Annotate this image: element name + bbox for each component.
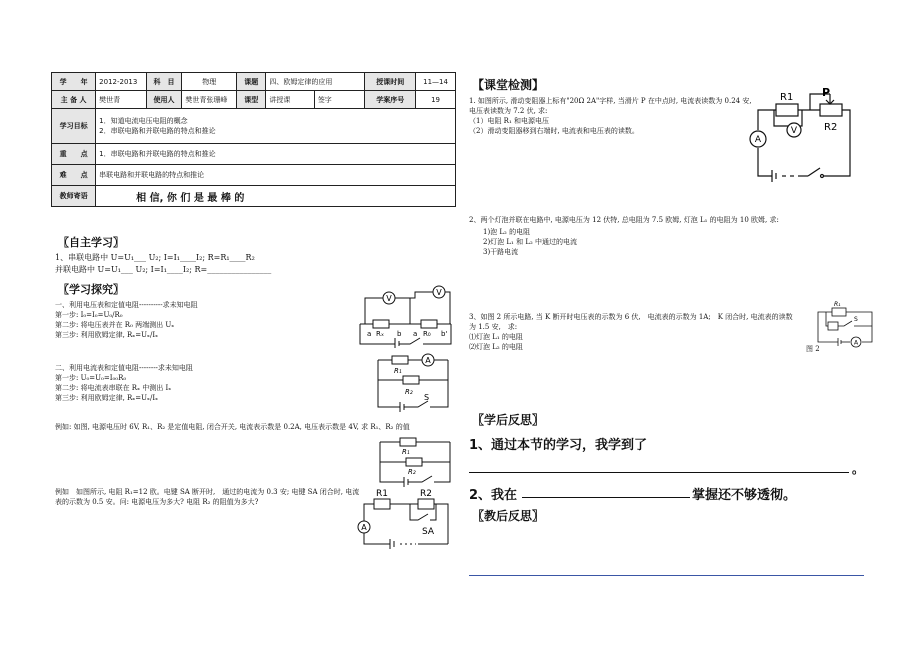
question-1-text: 1. 如图所示, 滑动变阻器上标有"20Ω 2A"字样, 当滑片 P 在中点时, 电流表读数为 0.24 安, 电压表读数为 7.2 伏, 求:: [469, 97, 752, 115]
node-a: a: [367, 330, 372, 338]
voltmeter-icon: [787, 123, 801, 137]
question-2-c: 3)干路电流: [483, 248, 519, 256]
date-value: 11—14: [416, 73, 456, 91]
msg-value: 相 信, 你 们 是 最 棒 的: [96, 186, 456, 207]
label-sa: SA: [422, 527, 435, 537]
svg-text:V: V: [386, 294, 392, 303]
subject-label: 科 目: [146, 73, 182, 91]
ammeter-icon: [422, 354, 434, 366]
svg-text:A: A: [853, 339, 859, 347]
author-label: 主 备 人: [52, 91, 96, 109]
label-r0: R₀: [423, 330, 431, 338]
question-3-text: 3、如图 2 所示电路, 当 K 断开时电压表的示数为 6 伏, 电流表的示数为 1A; K 闭合时, 电流表的读数为 1.5 安, 求:: [469, 313, 793, 331]
voltmeter-2-icon: [433, 286, 445, 298]
method-2-title: 二、利用电流表和定值电阻--------求未知电阻: [55, 364, 193, 372]
question-3: [469, 312, 799, 352]
circuit-example-2: [360, 489, 452, 550]
user-value: 樊世青张珊峰: [182, 91, 237, 109]
topic-label: 课题: [237, 73, 266, 91]
label-r1: R₁: [394, 367, 402, 375]
method-1: [55, 300, 355, 340]
label-r1: R1: [376, 489, 388, 499]
circuit-ammeter-method: [378, 352, 450, 412]
key-value: 1．串联电路和并联电路的特点和推论: [96, 144, 456, 165]
label-p: P: [822, 86, 831, 99]
label-r2: R₂: [405, 388, 413, 396]
goal-1: 1．知道电流电压电阻的概念: [99, 117, 188, 125]
goal-2: 2．串联电路和并联电路的特点和推论: [99, 127, 216, 135]
method-2-step-1: 第一步: U₀=U₀=I₀₀R₀: [55, 374, 127, 382]
circuit-voltmeter-method: [355, 288, 455, 350]
label-r1: R1: [780, 92, 794, 103]
hard-label: 难 点: [52, 165, 96, 186]
sign-label: 签字: [314, 91, 365, 109]
reflect-line-1: 1、通过本节的学习，我学到了: [469, 438, 648, 453]
reflect-answer-line-1[interactable]: [469, 472, 849, 473]
question-3-b: ⑵灯泡 L₂ 的电阻: [469, 343, 523, 351]
method-2-step-3: 第三步: 利用欧姆定律, Rₓ=Uₓ/Iₓ: [55, 394, 159, 402]
label-r1: R₁: [834, 301, 841, 308]
reflect-period: 。: [852, 462, 865, 476]
key-label: 重 点: [52, 144, 96, 165]
msg-label: 教师寄语: [52, 186, 96, 207]
reflect-line-2-end: 掌握还不够透彻。: [692, 488, 797, 503]
svg-text:V: V: [790, 126, 798, 136]
year-label: 学 年: [52, 73, 96, 91]
teacher-reflect-heading: 〖教后反思〗: [472, 509, 545, 523]
reflect-line-2-start: 2、我在: [469, 488, 518, 503]
bottom-divider: [469, 575, 864, 576]
question-3-a: ⑴灯泡 L₁ 的电阻: [469, 333, 523, 341]
method-1-title: 一、利用电压表和定值电阻----------求未知电阻: [55, 301, 198, 309]
question-2-a: 1)泡 L₂ 的电阻: [483, 228, 531, 236]
reflect-heading: 〖学后反思〗: [472, 413, 545, 427]
circuit-rheostat: [748, 86, 854, 182]
question-2-b: 2)灯泡 L₁ 和 L₂ 中通过的电流: [483, 238, 577, 246]
reflect-answer-line-2[interactable]: [522, 497, 690, 498]
label-r2: R2: [824, 122, 838, 133]
hard-value: 串联电路和并联电路的特点和推论: [96, 165, 456, 186]
voltmeter-1-icon: [383, 292, 395, 304]
user-label: 使用人: [146, 91, 182, 109]
label-r2: R2: [420, 489, 432, 499]
method-1-step-1: 第一步: I₀=I₀=U₀/R₀: [55, 311, 123, 319]
question-1-b: （2）滑动变阻器移到右端时, 电流表和电压表的读数。: [469, 127, 639, 135]
type-value: 讲授课: [266, 91, 314, 109]
method-1-step-2: 第二步: 将电压表并在 R₀ 两端测出 Uₓ: [55, 321, 175, 329]
circuit-example-1: [380, 438, 452, 488]
ammeter-icon: [358, 521, 370, 533]
svg-text:V: V: [436, 288, 442, 297]
figure-2-caption: 图 2: [806, 345, 820, 353]
year-value: 2012-2013: [96, 73, 147, 91]
label-r1: R₁: [402, 448, 410, 456]
self-study-heading: 〖自主学习〗: [58, 236, 124, 249]
node-a-2: a: [413, 330, 418, 338]
self-study-line-1: 1、串联电路中 U=U₁___ U₂; I=I₁____I₂; R=R₁____R₂: [55, 253, 255, 262]
author-value: 樊世青: [96, 91, 147, 109]
method-2: [55, 363, 355, 403]
label-r2: R₂: [408, 468, 416, 476]
svg-text:A: A: [754, 135, 762, 145]
node-b: b: [397, 330, 402, 338]
lesson-info-table: [51, 72, 456, 207]
method-1-step-3: 第三步: 利用欧姆定律, Rₓ=Uₓ/Iₓ: [55, 331, 159, 339]
svg-text:A: A: [361, 523, 367, 532]
goal-label: 学习目标: [52, 109, 96, 144]
serial-label: 学案序号: [365, 91, 416, 109]
circuit-figure-2: [808, 302, 874, 350]
label-s: S: [424, 393, 430, 402]
question-2-text: 2、两个灯泡并联在电路中, 电源电压为 12 伏特, 总电阻为 7.5 欧姆, 灯泡 L₁ 的电阻为 10 欧姆, 求:: [469, 216, 779, 224]
question-1-a: （1）电阻 R₁ 和电源电压: [469, 117, 549, 125]
ammeter-icon: [750, 131, 766, 147]
label-s: S: [854, 316, 858, 323]
example-1: 例如: 如图, 电源电压时 6V, R₁、R₂ 是定值电阻, 闭合开关, 电流表示数是 0.2A, 电压表示数是 4V, 求 R₁、R₂ 的值: [55, 423, 410, 431]
subject-value: 物理: [182, 73, 237, 91]
explore-heading: 〖学习探究〗: [58, 283, 124, 296]
example-2: 例如 如图所示, 电阻 R₁=12 欧。电键 SA 断开时, 通过的电流为 0.3 安; 电键 SA 闭合时, 电流表的示数为 0.5 安。问: 电源电压为多大? 电阻 R₂ 的阻值为多大?: [55, 488, 360, 506]
method-2-step-2: 第二步: 将电流表串联在 Rₓ 中测出 Iₓ: [55, 384, 172, 392]
question-2: [469, 215, 864, 257]
ammeter-icon: [851, 337, 861, 347]
date-label: 授课时间: [365, 73, 416, 91]
type-label: 课型: [237, 91, 266, 109]
question-1: [469, 96, 754, 136]
goal-cell: [96, 109, 456, 144]
node-b-prime: b': [441, 330, 448, 338]
self-study-line-2: 并联电路中 U=U₁___ U₂; I=I₁____I₂; R=________________: [55, 265, 272, 274]
svg-text:A: A: [425, 356, 431, 365]
serial-value: 19: [416, 91, 456, 109]
classroom-heading: 【课堂检测】: [472, 78, 545, 92]
label-rx: Rₓ: [376, 330, 384, 338]
topic-value: 四、欧姆定律的应用: [266, 73, 365, 91]
